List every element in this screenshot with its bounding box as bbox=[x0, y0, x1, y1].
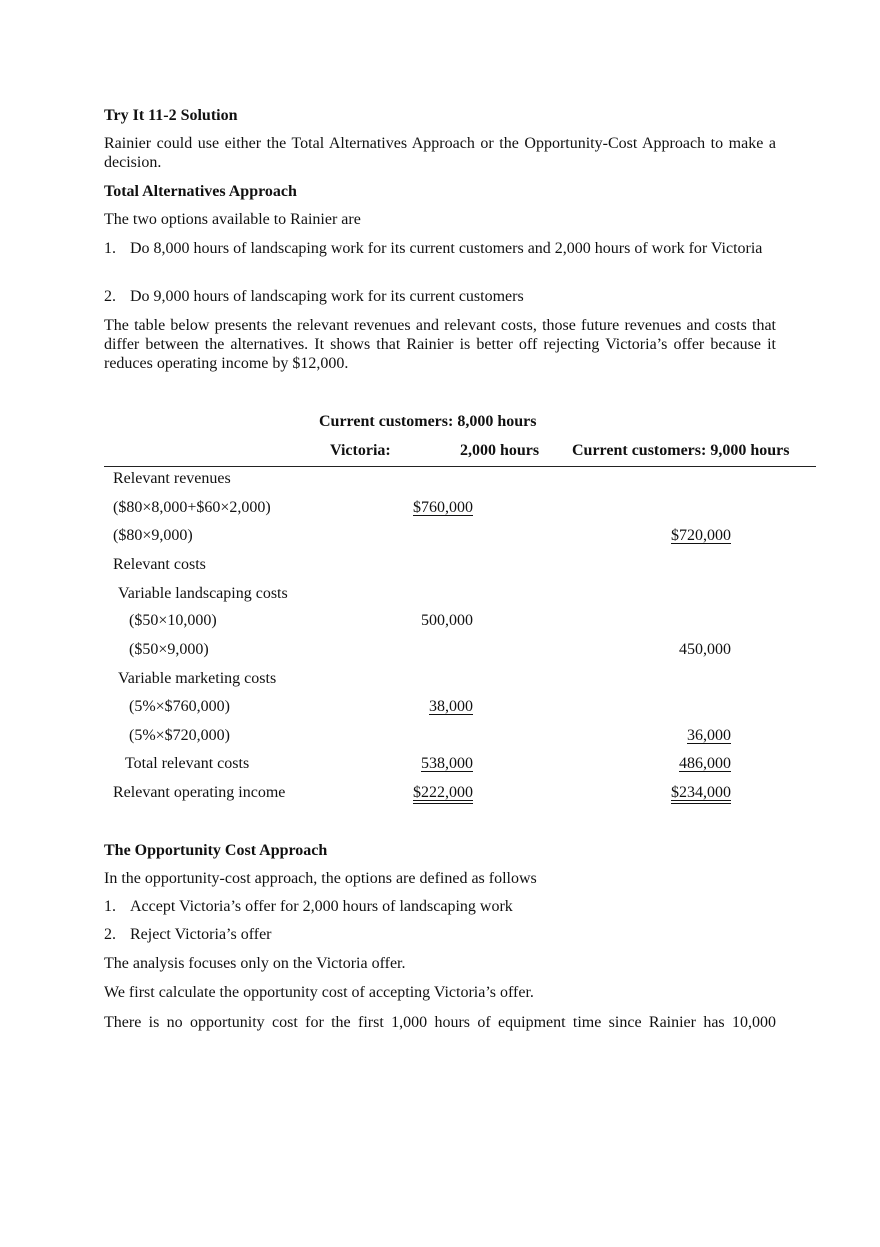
list-item-text: Do 9,000 hours of landscaping work for its current customers bbox=[130, 288, 524, 305]
row-value-a: 38,000 bbox=[429, 698, 473, 715]
row-value-b: $720,000 bbox=[671, 527, 731, 544]
table-header-rule bbox=[104, 466, 816, 467]
list-item-number: 2. bbox=[104, 288, 116, 305]
table-explanation: The table below presents the relevant revenues and relevant costs, those future revenues and costs that differ between the alternatives. It shows that Rainier is better off rejecting Victoria’s offer because it reduces operating income by $12,000. bbox=[104, 317, 776, 372]
list-item-number: 1. bbox=[104, 898, 116, 915]
list-item-number: 2. bbox=[104, 926, 116, 943]
row-label: Variable marketing costs bbox=[118, 670, 277, 687]
row-label: Relevant revenues bbox=[113, 470, 231, 487]
row-label: ($80×9,000) bbox=[113, 527, 193, 544]
paragraph: There is no opportunity cost for the first 1,000 hours of equipment time since Rainier has 10,000 bbox=[104, 1014, 776, 1031]
paragraph: We first calculate the opportunity cost of accepting Victoria’s offer. bbox=[104, 984, 534, 1001]
row-value-b: $234,000 bbox=[671, 784, 731, 801]
list-item-text: Accept Victoria’s offer for 2,000 hours of landscaping work bbox=[130, 898, 513, 915]
section-title-total-alternatives: Total Alternatives Approach bbox=[104, 183, 297, 200]
row-label: (5%×$760,000) bbox=[129, 698, 231, 715]
table-header-col1-line1: Current customers: 8,000 hours bbox=[319, 413, 537, 430]
row-value-a: $222,000 bbox=[413, 784, 473, 801]
list-item-number: 1. bbox=[104, 240, 116, 257]
row-value-b: 486,000 bbox=[679, 755, 731, 772]
row-label: ($50×10,000) bbox=[129, 612, 217, 629]
row-value-a: $760,000 bbox=[413, 499, 473, 516]
row-value-a: 538,000 bbox=[421, 755, 473, 772]
list-item-text: Do 8,000 hours of landscaping work for its current customers and 2,000 hours of work for Victoria bbox=[130, 240, 763, 257]
table-header-col1-hours: 2,000 hours bbox=[460, 442, 540, 459]
section1-lead: The two options available to Rainier are bbox=[104, 211, 361, 228]
intro-paragraph: Rainier could use either the Total Alternatives Approach or the Opportunity-Cost Approach to make a decision. bbox=[104, 135, 776, 171]
row-label: (5%×$720,000) bbox=[129, 727, 231, 744]
table-header-col2: Current customers: 9,000 hours bbox=[572, 442, 790, 459]
row-value-b: 450,000 bbox=[679, 641, 731, 658]
row-value-b: 36,000 bbox=[687, 727, 731, 744]
row-label: Total relevant costs bbox=[125, 755, 250, 772]
table-header-col1-victoria: Victoria: bbox=[330, 442, 391, 459]
row-label: Relevant costs bbox=[113, 556, 206, 573]
paragraph: The analysis focuses only on the Victoria offer. bbox=[104, 955, 406, 972]
row-label: ($80×8,000+$60×2,000) bbox=[113, 499, 271, 516]
section2-lead: In the opportunity-cost approach, the options are defined as follows bbox=[104, 870, 537, 887]
section-title-opportunity-cost: The Opportunity Cost Approach bbox=[104, 842, 328, 859]
list-item-text: Reject Victoria’s offer bbox=[130, 926, 272, 943]
row-value-a: 500,000 bbox=[421, 612, 473, 629]
page-heading: Try It 11-2 Solution bbox=[104, 107, 238, 124]
row-label: Relevant operating income bbox=[113, 784, 286, 801]
row-label: Variable landscaping costs bbox=[118, 585, 288, 602]
row-label: ($50×9,000) bbox=[129, 641, 209, 658]
